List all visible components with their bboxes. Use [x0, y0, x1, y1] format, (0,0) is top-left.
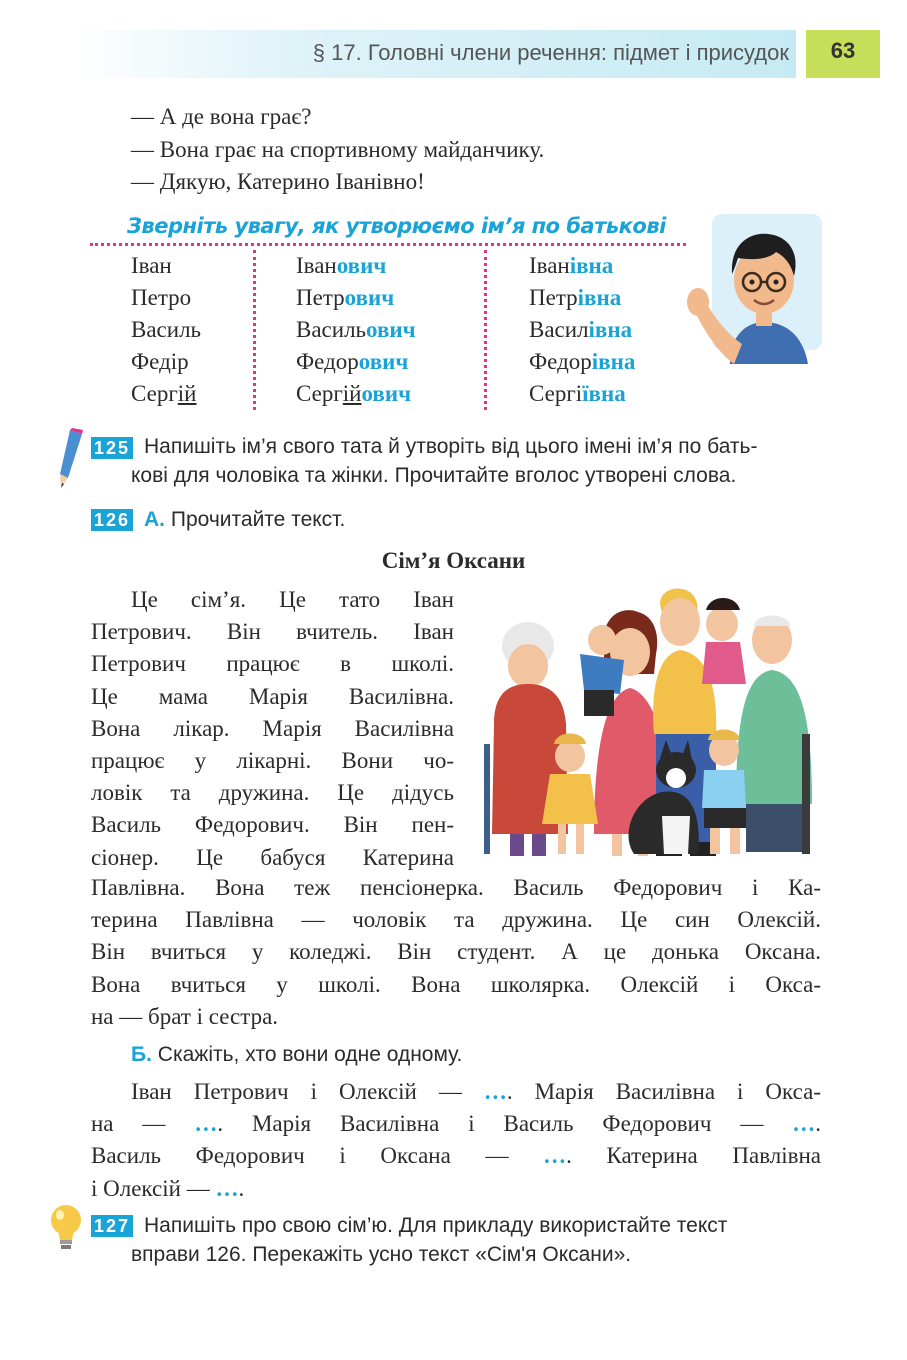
- fill-in-block: [91, 1076, 821, 1205]
- patronymic-f-2: Петрівна: [529, 285, 622, 310]
- dialog-line-3: — Дякую, Катерино Іванівно!: [131, 169, 425, 194]
- exercise-125-line-1: Напишіть ім’я свого тата й утворіть від цього імені ім’я по бать-: [144, 435, 758, 458]
- pencil-icon: [56, 428, 88, 490]
- exercise-127-number: 127: [91, 1215, 133, 1237]
- name-petro: Петро: [131, 285, 192, 310]
- table-divider-2: [484, 250, 487, 410]
- fill-in-line-3: Василь Федорович і Оксана — …. Катерина Павлівна: [91, 1143, 821, 1169]
- patronymic-m-4: Федорович: [296, 349, 409, 374]
- patronymic-f-4: Федорівна: [529, 349, 636, 374]
- names-column: [131, 250, 201, 410]
- story-line: Павлівна. Вона теж пенсіонерка. Василь Федорович і Ка-: [91, 875, 821, 900]
- story-line: сіонер. Це бабуся Катерина: [91, 844, 454, 870]
- name-fedir: Федір: [131, 349, 189, 374]
- story-full-width: [91, 872, 821, 1033]
- name-vasyl: Василь: [131, 317, 202, 342]
- story-line: Петрович. Він вчитель. Іван: [91, 619, 454, 645]
- table-divider-1: [253, 250, 256, 410]
- name-ivan: Іван: [131, 253, 172, 278]
- story-line: Петрович працює в школі.: [91, 651, 454, 677]
- patronymic-m-5: Сергійович: [296, 381, 412, 406]
- exercise-127-line-2: вправи 126. Перекажіть усно текст «Сім'я Оксани».: [131, 1243, 632, 1266]
- patronymic-f-1: Іванівна: [529, 253, 614, 278]
- story-line: ловік та дружина. Це дідусь: [91, 780, 454, 806]
- story-line: працює у лікарні. Вони чо-: [91, 748, 454, 774]
- story-line: Вона вчиться у школі. Вона школярка. Олексій і Окса-: [91, 971, 821, 997]
- family-illustration: [484, 584, 824, 860]
- story-line: на — брат і сестра.: [91, 1003, 279, 1029]
- patronymic-f-5: Сергіївна: [529, 381, 626, 406]
- fill-in-line-2: на — …. Марія Василівна і Василь Федорович — ….: [91, 1111, 821, 1137]
- dialog-line-2: — Вона грає на спортивному майданчику.: [131, 137, 545, 162]
- exercise-126-task-b: Б. Скажіть, хто вони одне одному.: [131, 1043, 463, 1066]
- story-line: Це мама Марія Василівна.: [91, 683, 454, 709]
- story-line: Це сім’я. Це тато Іван: [131, 587, 454, 612]
- story-line: Вона лікар. Марія Василівна: [91, 715, 454, 741]
- story-line: терина Павлівна — чоловік та дружина. Це син Олексій.: [91, 907, 821, 933]
- exercise-125-line-2: кові для чоловіка та жінки. Прочитайте вголос утворені слова.: [131, 464, 737, 487]
- story-left-column: [91, 584, 454, 874]
- story-line: Василь Федорович. Він пен-: [91, 812, 454, 838]
- fill-in-line-4: і Олексій — ….: [91, 1175, 245, 1201]
- note-title: Зверніть увагу, як утворюємо ім’я по батькові: [127, 214, 666, 238]
- exercise-127-line-1: Напишіть про свою сім’ю. Для прикладу використайте текст: [144, 1214, 728, 1237]
- lightbulb-icon: [48, 1204, 84, 1252]
- patronymic-m-2: Петрович: [296, 285, 395, 310]
- patronymic-f-3: Василівна: [529, 317, 633, 342]
- page-header-title: § 17. Головні члени речення: підмет і присудок: [312, 40, 789, 65]
- story-title: Сім’я Оксани: [381, 548, 526, 573]
- patronymic-m-3: Васильович: [296, 317, 416, 342]
- page-number: 63: [830, 38, 856, 63]
- story-line: Він вчиться у коледжі. Він студент. А це донька Оксана.: [91, 939, 821, 965]
- feminine-patronymics-column: [529, 250, 635, 410]
- note-dotted-line: [90, 243, 686, 246]
- patronymic-m-1: Іванович: [296, 253, 387, 278]
- boy-with-glasses-icon: [680, 214, 822, 364]
- exercise-126-number: 126: [91, 509, 133, 531]
- exercise-125-number: 125: [91, 437, 133, 459]
- name-serhii: Сергій: [131, 381, 197, 406]
- exercise-126-task-a: А. Прочитайте текст.: [144, 508, 346, 531]
- dialog-line-1: — А де вона грає?: [131, 104, 312, 129]
- fill-in-line-1: Іван Петрович і Олексій — …. Марія Василівна і Окса-: [131, 1079, 821, 1104]
- masculine-patronymics-column: [296, 250, 416, 410]
